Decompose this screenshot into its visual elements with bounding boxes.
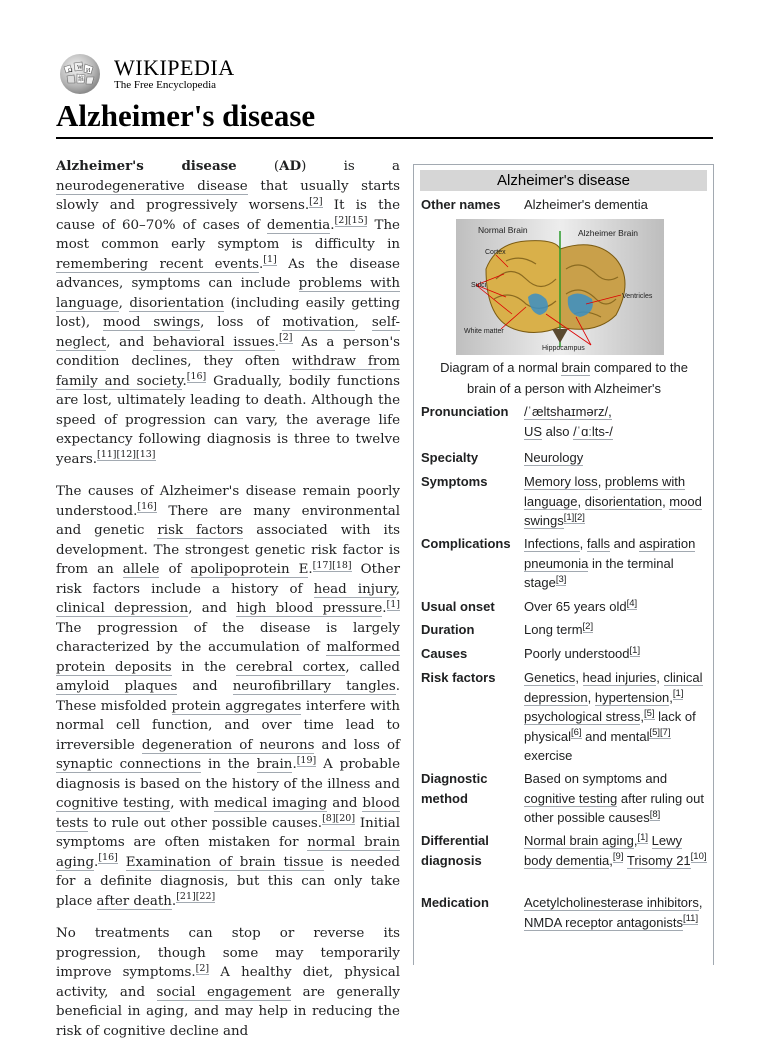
link[interactable]: /ˈæltshaɪmərz/, bbox=[524, 404, 612, 419]
text-run: are generally beneficial in aging, and may help in reducing the risk of cognitive decline and bbox=[56, 984, 400, 1039]
text-run: A healthy diet, physical activity, and bbox=[56, 965, 400, 1000]
svg-text:И: И bbox=[86, 68, 91, 74]
text-run: . bbox=[171, 893, 177, 909]
citation[interactable]: [6] bbox=[570, 727, 582, 739]
link[interactable]: remembering recent events bbox=[56, 256, 259, 272]
link[interactable]: neurofibrillary tangles bbox=[232, 679, 396, 694]
text-run: interfere with normal cell function, and over time lead to irreversible bbox=[56, 698, 400, 753]
text-run: and bbox=[327, 796, 363, 811]
text-run: . bbox=[308, 562, 313, 577]
text-run: No treatments can stop or reverse its progression, though some may temporarily improve symptoms. bbox=[56, 926, 400, 980]
text-run: Gradually, bodily functions are lost, ultimately leading to death. Although the speed of progression can vary, the average life expectancy following diagnosis is three to twelve years. bbox=[56, 373, 400, 467]
link[interactable]: risk factors bbox=[157, 523, 244, 538]
link[interactable]: amyloid plaques bbox=[56, 679, 178, 694]
infobox-label: Other names bbox=[421, 197, 501, 212]
text-run: . bbox=[330, 217, 335, 233]
citation[interactable]: [5][7] bbox=[649, 727, 671, 739]
brain-comparison-diagram[interactable] bbox=[456, 219, 664, 355]
link[interactable]: mood swings bbox=[103, 315, 201, 330]
link[interactable]: Acetylcholinesterase inhibitors bbox=[524, 895, 699, 910]
bold-term: Alzheimer's disease bbox=[56, 158, 237, 174]
link[interactable]: Neurology bbox=[524, 450, 584, 465]
link[interactable]: Trisomy 21 bbox=[626, 852, 691, 868]
link[interactable]: synaptic connections bbox=[56, 757, 202, 772]
text-run: to rule out other possible causes. bbox=[88, 815, 323, 831]
link[interactable]: head injuries bbox=[582, 670, 657, 685]
link[interactable]: cognitive testing bbox=[56, 796, 171, 811]
text-run: As the disease advances, symptoms can include bbox=[56, 256, 400, 291]
link[interactable]: head injury bbox=[313, 581, 396, 597]
text-run: Initial symptoms are often mistaken for bbox=[56, 815, 400, 850]
svg-text:維: 維 bbox=[78, 77, 85, 83]
text-run: . bbox=[382, 601, 387, 616]
link[interactable]: cognitive testing bbox=[524, 790, 618, 806]
link[interactable]: problems with language bbox=[56, 276, 400, 311]
link[interactable]: Lewy body dementia bbox=[524, 833, 683, 868]
link[interactable]: self-neglect bbox=[56, 315, 400, 350]
citation[interactable]: [11][12][13] bbox=[97, 449, 156, 461]
link[interactable]: disorientation bbox=[129, 295, 225, 311]
image-caption: Diagram of a normal brain compared to the brain of a person with Alzheimer's bbox=[440, 360, 688, 396]
text-run: . bbox=[292, 757, 297, 772]
link[interactable]: Examination of brain tissue bbox=[125, 854, 324, 870]
wikipedia-globe-logo[interactable] bbox=[56, 53, 106, 95]
link[interactable]: brain bbox=[561, 360, 591, 375]
citation[interactable]: [1] bbox=[386, 598, 400, 610]
text-run: in the bbox=[171, 659, 236, 675]
text-run: ) is a bbox=[301, 159, 400, 174]
text-run: , loss of bbox=[200, 315, 283, 330]
bold-term: AD bbox=[279, 158, 302, 174]
site-header bbox=[56, 53, 716, 95]
link[interactable]: motivation bbox=[282, 315, 355, 330]
text-run: It is the cause of 60–70% of cases of bbox=[56, 198, 400, 233]
link[interactable]: normal brain aging bbox=[56, 835, 400, 870]
link[interactable]: hypertension bbox=[594, 689, 670, 705]
link[interactable]: medical imaging bbox=[214, 796, 328, 811]
text-run: . These misfolded bbox=[56, 679, 400, 714]
link[interactable]: Memory loss bbox=[524, 474, 598, 489]
link[interactable]: blood tests bbox=[56, 796, 400, 831]
citation[interactable]: [19] bbox=[296, 754, 317, 766]
link[interactable]: /ˈɑːlts-/ bbox=[573, 423, 613, 439]
link[interactable]: Infections bbox=[524, 536, 580, 551]
text-run: and loss of bbox=[314, 737, 400, 753]
text-run: ( bbox=[236, 159, 280, 174]
text-run: , and bbox=[106, 334, 153, 350]
infobox: Alzheimer's disease Other names Alzheimer's dementia Normal Brain Alzheimer Brain Cortex Sulci Ventricles White matter Hippocampus Diagram of a normal brain compared to the brain of a person with Alzheimer's Pronunciation /ˈæltshaɪmərz/, US also /ˈɑːlts-/ Specialty Neurology Symptoms Memory loss, problems with language, disorientation, mood swings[1][2] Complications Infections, falls and aspiration pneumonia in the terminal stage[3] Usual onset Over 65 years old[4] Duration Long term[2] Causes Poorly understood[1] Risk factors Genetics, head injuries, clinical depression, hypertension,[1] psychological stress,[5] lack of physical[6] and mental[5][7] exercise Diagnostic method Based on symptoms and cognitive testing after ruling out other possible causes[8] Differential diagnosis Normal brain aging,[1] Lewy body dementia,[9] Trisomy 21[10] Medication Acetylcholinesterase inhibitors, NMDA receptor antagonists[11] bbox=[413, 164, 714, 965]
citation[interactable]: [2][15] bbox=[334, 215, 368, 227]
citation[interactable]: [1] bbox=[672, 688, 684, 700]
text-run: . bbox=[94, 854, 99, 870]
text-run: associated with its development. The strongest genetic risk factor is from an bbox=[56, 523, 400, 577]
citation[interactable]: [2] bbox=[279, 332, 293, 344]
citation[interactable]: [16] bbox=[137, 501, 157, 513]
link[interactable]: dementia bbox=[266, 217, 331, 233]
svg-text:Cortex: Cortex bbox=[485, 249, 506, 256]
link[interactable]: aspiration pneumonia bbox=[524, 536, 696, 571]
link[interactable]: protein aggregates bbox=[171, 698, 302, 714]
text-run: As a person's condition declines, they often bbox=[56, 334, 400, 369]
citation[interactable]: [2] bbox=[309, 195, 323, 207]
text-run: A probable diagnosis is based on the history of the illness and bbox=[56, 757, 400, 792]
citation[interactable]: [1][2] bbox=[563, 511, 585, 523]
citation[interactable]: [8] bbox=[649, 808, 661, 820]
citation[interactable]: [17][18] bbox=[312, 559, 352, 571]
text-run: of bbox=[159, 562, 191, 577]
svg-text:Hippocampus: Hippocampus bbox=[542, 345, 585, 352]
svg-text:W: W bbox=[77, 65, 83, 71]
citation[interactable]: [5] bbox=[643, 707, 655, 719]
link[interactable]: disorientation bbox=[584, 493, 663, 509]
wikipedia-wordmark[interactable]: WIKIPEDIA bbox=[114, 55, 235, 80]
paragraph-1 bbox=[56, 157, 400, 469]
text-run: , bbox=[354, 315, 372, 330]
text-run: in the bbox=[201, 757, 257, 772]
text-run: , and bbox=[188, 601, 237, 616]
citation[interactable]: [3] bbox=[555, 573, 567, 585]
citation[interactable]: [2] bbox=[582, 620, 594, 632]
link[interactable]: Genetics bbox=[524, 670, 576, 685]
citation[interactable]: [16] bbox=[98, 852, 118, 864]
link[interactable]: neurodegenerative disease bbox=[56, 178, 248, 194]
text-run: , bbox=[395, 581, 400, 597]
svg-text:White matter: White matter bbox=[464, 328, 504, 335]
page-title: Alzheimer's disease bbox=[56, 98, 316, 133]
text-run: Other risk factors include a history of bbox=[56, 562, 400, 597]
text-run: . bbox=[274, 334, 280, 350]
link[interactable]: social engagement bbox=[156, 984, 292, 1000]
paragraph-2 bbox=[56, 482, 400, 911]
citation[interactable]: [10] bbox=[690, 851, 707, 863]
text-run: and bbox=[177, 679, 233, 694]
citation[interactable]: [21][22] bbox=[176, 891, 216, 903]
text-run: The most common early symptom is difficulty in bbox=[56, 217, 400, 252]
svg-text:Sulci: Sulci bbox=[471, 282, 487, 289]
text-run bbox=[118, 855, 126, 870]
citation[interactable]: [2] bbox=[195, 962, 210, 974]
citation[interactable]: [1] bbox=[263, 254, 277, 266]
svg-text:Normal Brain: Normal Brain bbox=[478, 225, 528, 235]
text-run: (including easily getting lost), bbox=[56, 295, 401, 330]
link[interactable]: apolipoprotein E bbox=[190, 562, 309, 577]
svg-text:Ω: Ω bbox=[68, 68, 73, 74]
link[interactable]: behavioral issues bbox=[152, 334, 275, 350]
svg-text:Ventricles: Ventricles bbox=[622, 293, 653, 300]
link[interactable]: problems with language bbox=[524, 474, 686, 509]
link[interactable]: psychological stress bbox=[524, 709, 641, 724]
paragraph-3 bbox=[56, 924, 400, 1041]
text-run: is needed for a definite diagnosis, but this can only take place bbox=[56, 854, 401, 909]
link[interactable]: withdraw from family and society bbox=[56, 354, 400, 389]
link[interactable]: clinical depression bbox=[56, 601, 189, 616]
citation[interactable]: [11] bbox=[682, 913, 699, 925]
link[interactable]: cerebral cortex bbox=[235, 659, 346, 675]
link[interactable]: malformed protein deposits bbox=[56, 640, 400, 675]
text-run: , with bbox=[170, 796, 215, 811]
citation[interactable]: [8][20] bbox=[322, 813, 356, 825]
text-run: . bbox=[258, 256, 264, 272]
infobox-value: Alzheimer's dementia bbox=[524, 197, 648, 212]
citation[interactable]: [9] bbox=[612, 851, 624, 863]
title-divider bbox=[56, 137, 713, 139]
link[interactable]: brain bbox=[256, 757, 293, 772]
text-run: There are many environmental and genetic bbox=[56, 503, 400, 538]
link[interactable]: mood swings bbox=[524, 493, 702, 528]
citation[interactable]: [4] bbox=[626, 597, 638, 609]
link[interactable]: degeneration of neurons bbox=[141, 737, 315, 753]
text-run: The progression of the disease is largely characterized by the accumulation of bbox=[56, 620, 400, 655]
link[interactable]: high blood pressure bbox=[236, 601, 383, 616]
link[interactable]: US bbox=[524, 423, 543, 439]
text-run: that usually starts slowly and progressively worsens. bbox=[56, 178, 400, 213]
link[interactable]: Normal brain aging bbox=[524, 833, 634, 848]
link[interactable]: falls bbox=[586, 536, 611, 551]
citation[interactable]: [16] bbox=[186, 371, 207, 383]
text-run: The causes of Alzheimer's disease remain poorly understood. bbox=[56, 484, 400, 519]
text-run: , bbox=[118, 295, 130, 311]
text-run: . bbox=[182, 373, 187, 389]
svg-text:Alzheimer Brain: Alzheimer Brain bbox=[578, 228, 638, 238]
wikipedia-tagline: The Free Encyclopedia bbox=[114, 79, 217, 91]
link[interactable]: allele bbox=[122, 562, 160, 577]
text-run: , called bbox=[345, 659, 400, 675]
article-body bbox=[56, 157, 400, 1054]
link[interactable]: after death bbox=[96, 893, 172, 909]
link[interactable]: clinical depression bbox=[524, 670, 703, 705]
link[interactable]: NMDA receptor antagonists bbox=[524, 914, 683, 930]
infobox-title: Alzheimer's disease bbox=[420, 170, 707, 191]
citation[interactable]: [1] bbox=[637, 831, 649, 843]
citation[interactable]: [1] bbox=[629, 644, 641, 656]
